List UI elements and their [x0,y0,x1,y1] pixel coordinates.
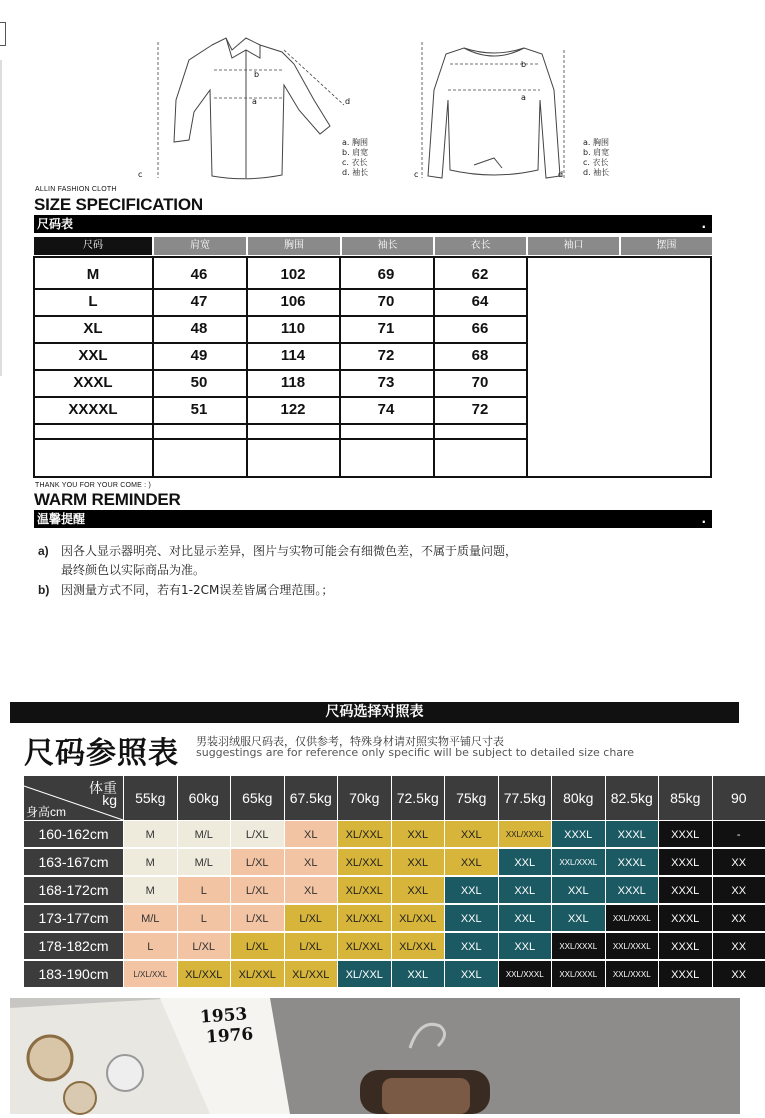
spec-value-cell: 62 [434,258,526,285]
size-cell: XL [285,821,338,847]
size-cell: M [124,849,177,875]
size-cell: XXXL [659,933,712,959]
size-cell: XL/XXL [338,849,391,875]
spec-bar [34,215,712,233]
size-cell: XL/XXL [338,821,391,847]
spec-value-cell: 46 [153,258,245,285]
spec-hline [35,423,528,425]
shirt-b: b [254,70,259,79]
size-cell: XX [713,933,765,959]
size-cell: XXXL [659,821,712,847]
size-cell: XL/XXL [285,961,338,987]
size-cell: L/XL/XXL [124,961,177,987]
weight-header: 65kg [231,776,284,820]
spec-value-cell: 74 [340,393,432,420]
size-cell: XXL [392,877,445,903]
spec-value-cell: 73 [340,366,432,393]
sweater-legend-b: b. 肩宽 [583,148,609,158]
size-chart-title: 尺码参照表 [24,728,179,772]
size-cell: XL/XXL [231,961,284,987]
spec-value-cell: 51 [153,393,245,420]
spec-header-shoulder: 肩宽 [154,237,246,255]
size-cell: - [713,821,765,847]
size-cell: L/XL [178,933,231,959]
weight-header: 72.5kg [392,776,445,820]
spec-size-cell: M [35,258,151,285]
shirt-legend-b: b. 肩宽 [342,148,368,158]
sweater-legend-d: d. 袖长 [583,168,609,178]
size-cell: XXXL [606,849,659,875]
height-header: 168-172cm [24,877,123,903]
size-cell: XXXL [606,821,659,847]
size-cell: XXL/XXXL [499,961,552,987]
note-a-mark: a) [38,542,49,560]
photo-year-2: 1976 [205,1024,254,1047]
weight-header: 80kg [552,776,605,820]
edge-line [0,60,2,376]
size-chart-subtitle-cn: 男装羽绒服尺码表，仅供参考，特殊身材请对照实物平铺尺寸表 [196,733,504,749]
height-header: 183-190cm [24,961,123,987]
spec-header-size: 尺码 [34,237,152,255]
spec-size-cell: L [35,285,151,312]
weight-header: 60kg [178,776,231,820]
size-cell: L/XL [231,933,284,959]
sweater-a: a [521,93,526,102]
corner-kg: kg [102,792,117,808]
reminder-title: WARM REMINDER [34,490,181,510]
size-cell: XX [713,849,765,875]
size-cell: XXXL [659,877,712,903]
size-cell: XXL/XXXL [499,821,552,847]
size-cell: XL/XXL [178,961,231,987]
sweater-diagram [414,30,584,185]
size-cell: L/XL [231,905,284,931]
corner-height: 身高cm [26,803,66,820]
reminder-bar [34,510,712,528]
spec-size-cell: XXXL [35,366,151,393]
weight-header: 55kg [124,776,177,820]
corner-weight: 体重 [89,778,117,798]
size-cell: XX [713,905,765,931]
size-cell: XXXL [659,961,712,987]
photo-illustration [10,998,740,1114]
sweater-c: c [414,170,418,179]
spec-value-cell: 48 [153,312,245,339]
size-cell: XX [713,877,765,903]
shirt-a: a [252,97,257,106]
spec-value-cell: 47 [153,285,245,312]
sweater-d: d [558,170,563,179]
spec-value-cell: 70 [340,285,432,312]
spec-value-cell: 49 [153,339,245,366]
reminder-bar-dot: . [701,510,706,528]
edge-mark [0,22,6,46]
sweater-illustration [414,30,584,185]
size-cell: XXXL [552,821,605,847]
size-cell: XL/XXL [338,877,391,903]
sweater-legend [583,138,609,178]
size-cell: XXL [445,877,498,903]
note-b-mark: b) [38,581,49,599]
size-cell: XXL/XXXL [552,961,605,987]
spec-size-cell: XL [35,312,151,339]
weight-header: 67.5kg [285,776,338,820]
spec-bar-label: 尺码表 [37,217,73,231]
spec-header-length: 衣长 [435,237,526,255]
shirt-c: c [138,170,142,179]
size-chart-subtitle-en: suggestings are for reference only specific will be subject to detailed size chare [196,746,634,759]
size-cell: L/XL [285,905,338,931]
height-header: 160-162cm [24,821,123,847]
spec-header-cuff: 袖口 [528,237,619,255]
size-cell: XXL [392,821,445,847]
spec-value-cell: 69 [340,258,432,285]
size-cell: XL/XXL [338,933,391,959]
size-cell: XXL [552,877,605,903]
spec-size-cell: XXXXL [35,393,151,420]
shirt-d: d [345,97,350,106]
height-header: 173-177cm [24,905,123,931]
brand-caption: ALLIN FASHION CLOTH [35,186,117,193]
size-cell: XXL [499,905,552,931]
size-cell: XXL/XXXL [606,933,659,959]
size-cell: XXL [445,933,498,959]
size-cell: M/L [178,849,231,875]
spec-header-row [34,237,712,255]
size-cell: XXL/XXXL [552,933,605,959]
spec-header-chest: 胸围 [248,237,340,255]
size-cell: XXL [445,961,498,987]
size-chart-bar: 尺码选择对照表 [10,702,739,723]
spec-hline [35,438,528,440]
note-b-line1: 因测量方式不同，若有1-2CM误差皆属合理范围。； [61,581,333,599]
spec-value-cell: 122 [247,393,339,420]
shirt-legend-a: a. 胸围 [342,138,368,148]
size-cell: L [178,877,231,903]
spec-header-hem: 摆围 [621,237,712,255]
grid-corner [24,776,123,820]
size-cell: XL [285,877,338,903]
size-cell: XL/XXL [392,933,445,959]
size-cell: M/L [124,905,177,931]
note-a-line1: 因各人显示器明亮、对比显示差异，图片与实物可能会有细微色差，不属于质量问题， [61,542,517,560]
shirt-legend [342,138,368,178]
spec-vline [526,258,528,476]
spec-header-sleeve: 袖长 [342,237,433,255]
size-cell: L [178,905,231,931]
size-cell: XX [713,961,765,987]
shirt-legend-d: d. 袖长 [342,168,368,178]
size-cell: M [124,877,177,903]
spec-value-cell: 106 [247,285,339,312]
photo-year-1: 1953 [199,1004,248,1027]
size-cell: XXL [445,821,498,847]
size-cell: L/XL [285,933,338,959]
size-cell: XXL [499,849,552,875]
size-cell: XXL [445,849,498,875]
sweater-legend-c: c. 衣长 [583,158,609,168]
reminder-bar-label: 温馨提醒 [37,512,85,526]
spec-value-cell: 102 [247,258,339,285]
weight-header: 82.5kg [606,776,659,820]
spec-title: SIZE SPECIFICATION [34,195,203,215]
thanks-caption: THANK YOU FOR YOUR COME : ) [35,482,151,489]
size-cell: XL/XXL [338,905,391,931]
spec-value-cell: 72 [340,339,432,366]
size-cell: L/XL [231,821,284,847]
spec-value-cell: 66 [434,312,526,339]
size-cell: XXL [392,849,445,875]
sweater-b: b [521,60,526,69]
size-cell: L/XL [231,849,284,875]
size-cell: XL/XXL [392,905,445,931]
spec-value-cell: 71 [340,312,432,339]
weight-header: 75kg [445,776,498,820]
spec-value-cell: 118 [247,366,339,393]
size-cell: XXXL [606,877,659,903]
spec-value-cell: 114 [247,339,339,366]
product-photo [10,998,740,1114]
size-cell: XXXL [659,849,712,875]
size-grid [24,776,740,991]
sweater-legend-a: a. 胸围 [583,138,609,148]
spec-value-cell: 110 [247,312,339,339]
shirt-legend-c: c. 衣长 [342,158,368,168]
size-cell: XXL/XXXL [552,849,605,875]
size-cell: XXL [499,933,552,959]
size-cell: XXL [552,905,605,931]
size-cell: XXL/XXXL [606,905,659,931]
weight-header: 90 [713,776,765,820]
spec-value-cell: 70 [434,366,526,393]
note-a-line2: 最终颜色以实际商品为准。 [61,561,205,579]
spec-size-cell: XXL [35,339,151,366]
weight-header: 70kg [338,776,391,820]
size-cell: XXL [499,877,552,903]
size-cell: L [124,933,177,959]
size-cell: XL [285,849,338,875]
size-cell: XL/XXL [338,961,391,987]
size-cell: XXL [392,961,445,987]
weight-header: 85kg [659,776,712,820]
height-header: 178-182cm [24,933,123,959]
size-cell: XXL/XXXL [606,961,659,987]
spec-value-cell: 72 [434,393,526,420]
weight-header: 77.5kg [499,776,552,820]
spec-bar-dot: . [701,215,706,233]
size-cell: XXXL [659,905,712,931]
spec-value-cell: 50 [153,366,245,393]
spec-value-cell: 64 [434,285,526,312]
spec-value-cell: 68 [434,339,526,366]
size-cell: XXL [445,905,498,931]
height-header: 163-167cm [24,849,123,875]
size-cell: L/XL [231,877,284,903]
size-cell: M [124,821,177,847]
size-cell: M/L [178,821,231,847]
